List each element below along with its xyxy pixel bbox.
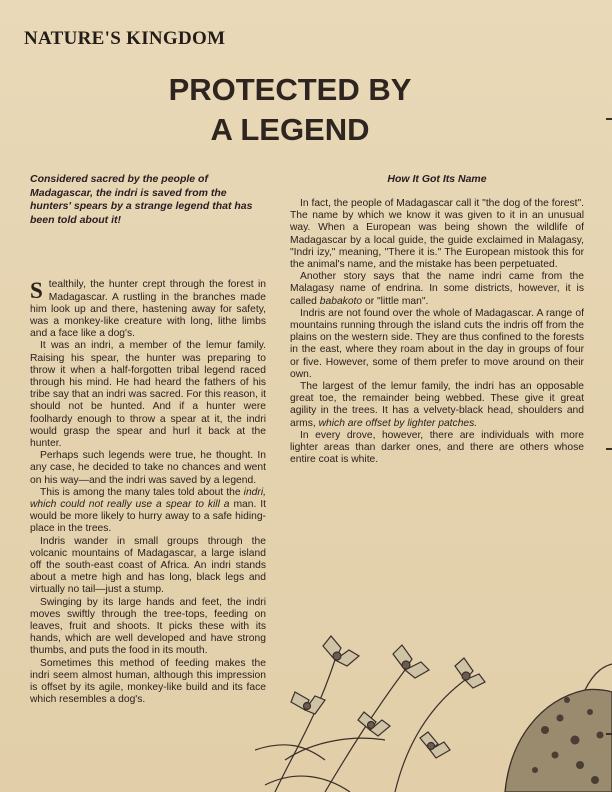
title-line-1: PROTECTED BY <box>168 72 412 107</box>
left-column <box>30 173 266 706</box>
paragraph-text: man. It would be more likely to hurry away to a safe hiding-place in the trees. <box>30 499 266 535</box>
paragraph-text: The largest of the lemur family, the indri has an opposable great toe, the remainder being webbed. These give it great agility in the trees. It has a velvety-black head, shoulders and arms, <box>290 381 584 429</box>
subheading: How It Got Its Name <box>387 173 487 185</box>
edge-mark <box>606 118 612 120</box>
paragraph <box>290 271 584 308</box>
section-label: NATURE'S KINGDOM <box>24 28 226 49</box>
paragraph: Swinging by its large hands and feet, the indri moves swiftly through the tree-tops, feeding on leaves, fruit and shoots. It picks these with its hands, which are well developed and have strong thumbs, and puts the food in its mouth. <box>30 596 266 657</box>
article-title <box>130 70 450 150</box>
paragraph-text: Another story says that the name indri came from the Malagasy name of endrina. In some districts, however, it is called <box>290 271 584 307</box>
paragraph: Indris are not found over the whole of Madagascar. A range of mountains running through the island cuts the indris off from the plains on the western side. They are thus confined to the forests in the east, where they roam about in the day in groups of four or five. However, some of them prefer to move around on their own. <box>290 307 584 380</box>
paragraph-text: This is among the many tales told about the <box>40 486 244 498</box>
paragraph: Sometimes this method of feeding makes the indri seem almost human, although this impression is offset by its agile, monkey-like build and its face which resembles a dog's. <box>30 657 266 706</box>
paragraph: In every drove, however, there are individuals with more lighter areas than darker ones, and there are others whose entire coat is white. <box>290 429 584 466</box>
italic-text: indri, which could not really use a spear to kill a <box>30 486 266 511</box>
paragraph <box>290 381 584 430</box>
left-column-body <box>30 279 266 706</box>
drop-cap: S <box>30 278 43 304</box>
paragraph: Indris wander in small groups through the volcanic mountains of Madagascar, a large island off the south-east coast of Africa. An indri stands about a metre high and has long, black legs and virtually no tail—just a stump. <box>30 535 266 596</box>
edge-mark <box>606 733 612 735</box>
paragraph: In fact, the people of Madagascar call it "the dog of the forest". The name by which we know it was given to it in an unusual way. When a European was being shown the wildlife of Madagascar by a local guide, the guide exclaimed in Malagasy, "Indri izy," meaning, "There it is." The European mistook this for the animal's name, and the mistake has been perpetuated. <box>290 198 584 271</box>
paragraph: It was an indri, a member of the lemur family. Raising his spear, the hunter was preparing to throw it when a half-forgotten tribal legend raced through his mind. He had heard the fathers of his tribe say that an indri was sacred. For this reason, it should not be hunted. And if a hunter were foolhardy enough to throw a spear at it, the indri would grasp the spear and hurl it back at the hunter. <box>30 340 266 450</box>
paragraph-text: tealthily, the hunter crept through the forest in Madagascar. A rustling in the branches made him look up and there, hastening away for safety, was a monkey-like creature with long, lithe limbs and a face like a dog's. <box>30 279 266 340</box>
intro-blurb: Considered sacred by the people of Madagascar, the indri is saved from the hunters' spears by a strange legend that has been told about it! <box>30 173 253 226</box>
edge-mark <box>606 448 612 450</box>
paragraph: Perhaps such legends were true, he thought. In any case, he decided to take no chances and went on his way—and the indri was saved by a legend. <box>30 450 266 486</box>
right-column-body <box>290 198 584 466</box>
paragraph-text: or "little man". <box>362 295 429 307</box>
right-column <box>290 173 584 466</box>
italic-text: babakoto <box>319 295 363 307</box>
orchid-and-indri-illustration <box>255 600 612 792</box>
title-line-2: A LEGEND <box>210 112 370 147</box>
paragraph <box>30 279 266 340</box>
italic-text: which are offset by lighter patches. <box>318 417 478 429</box>
paragraph <box>30 487 266 536</box>
